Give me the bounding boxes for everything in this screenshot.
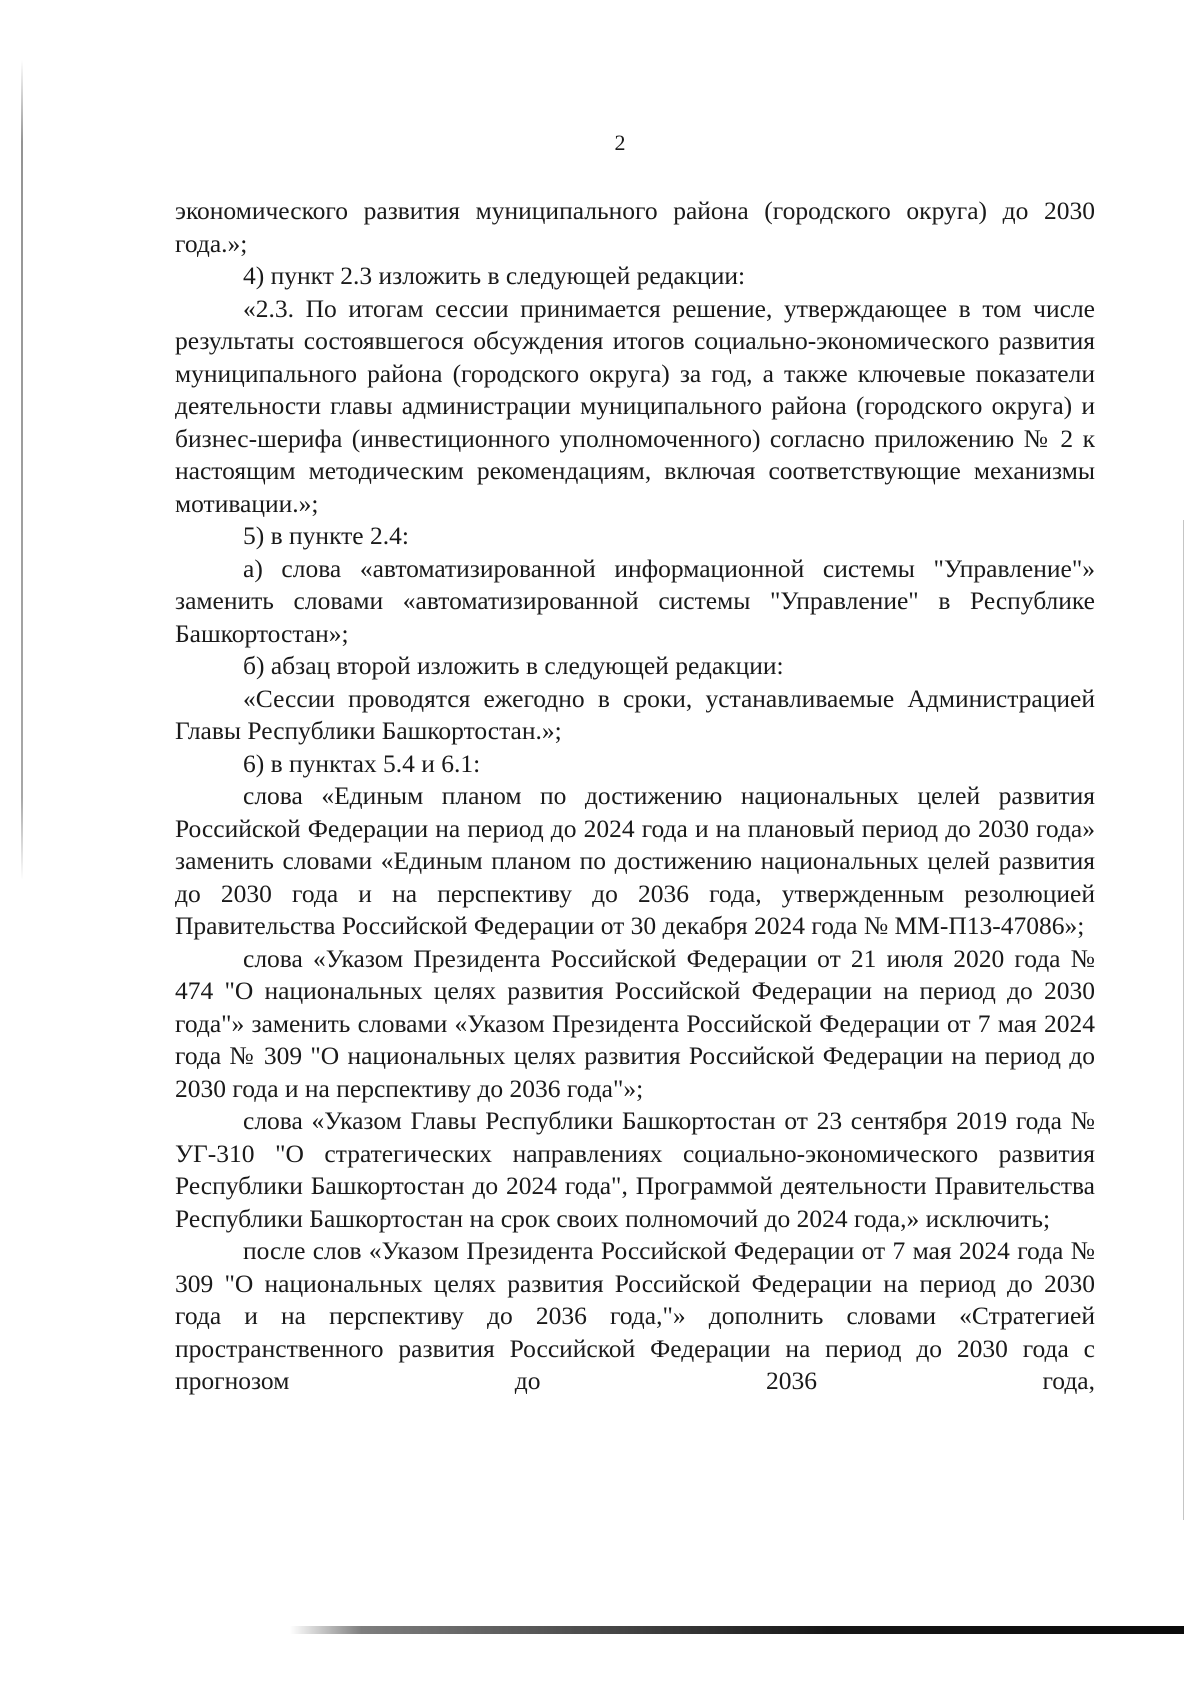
paragraph-after-words: после слов «Указом Президента Российской Федерации от 7 мая 2024 года № 309 "О национальных целях развития Российской Федерации на период до 2030 года и на перспективу до 2036 года,"» дополнить словами «Стратегией пространственного развития Российской Федерации на период до 2030 года с прогнозом до 2036 года, — [175, 1236, 1095, 1395]
paragraph-item-6: 6) в пунктах 5.4 и 6.1: — [243, 748, 481, 778]
paragraph-item-4: 4) пункт 2.3 изложить в следующей редакции: — [243, 261, 746, 290]
paragraph-head-decree: слова «Указом Главы Республики Башкортостан от 23 сентября 2019 года № УГ-310 "О стратегических направлениях социально-экономического развития Республики Башкортостан до 2024 года", Программой деятельности Правительства Республики Башкортостан на срок своих полномочий до 2024 года,» исключить; — [175, 1106, 1095, 1233]
paragraph-sessions-quote: «Сессии проводятся ежегодно в сроки, устанавливаемые Администрацией Главы Республики Башкортостан.»; — [175, 683, 1095, 745]
page-number: 2 — [614, 130, 626, 155]
document-body — [175, 195, 1095, 1398]
paragraph-unified-plan: слова «Единым планом по достижению национальных целей развития Российской Федерации на период до 2024 года и на плановый период до 2030 года» заменить словами «Единым планом по достижению национальных целей развития до 2030 года и на перспективу до 2036 года, утвержденным резолюцией Правительства Российской Федерации от 30 декабря 2024 года № ММ-П13-47086»; — [175, 781, 1095, 940]
scan-artifact-bottom-bar — [290, 1626, 1184, 1634]
scan-artifact-right-edge — [1183, 520, 1184, 1520]
paragraph-item-5a: а) слова «автоматизированной информационной системы "Управление"» заменить словами «автоматизированной системы "Управление" в Республике Башкортостан»; — [175, 553, 1095, 648]
paragraph-item-5: 5) в пункте 2.4: — [243, 521, 409, 550]
scan-artifact-left-edge — [21, 60, 23, 880]
paragraph-item-5b: б) абзац второй изложить в следующей редакции: — [243, 651, 784, 680]
paragraph-quote-2-3: «2.3. По итогам сессии принимается решение, утверждающее в том числе результаты состоявшегося обсуждения итогов социально-экономического развития муниципального района (городского округа) за год, а также ключевые показатели деятельности главы администрации муниципального района (городского округа) и бизнес-шерифа (инвестиционного уполномоченного) согласно приложению № 2 к настоящим методическим рекомендациям, включая соответствующие механизмы мотивации.»; — [175, 293, 1095, 518]
paragraph-presidential-decree: слова «Указом Президента Российской Федерации от 21 июля 2020 года № 474 "О национальных целях развития Российской Федерации на период до 2030 года"» заменить словами «Указом Президента Российской Федерации от 7 мая 2024 года № 309 "О национальных целях развития Российской Федерации на период до 2030 года и на перспективу до 2036 года"»; — [175, 943, 1095, 1103]
paragraph-continuation: экономического развития муниципального района (городского округа) до 2030 года.»; — [175, 196, 1095, 258]
